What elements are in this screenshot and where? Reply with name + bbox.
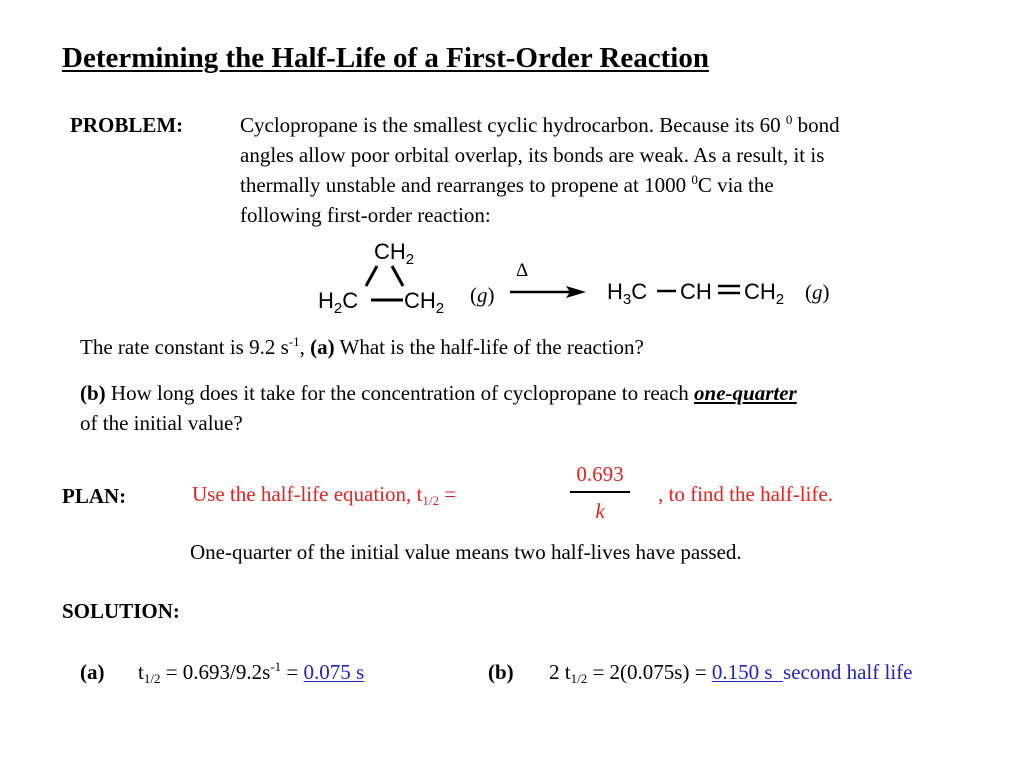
cyclopropane-left-h2c: $H_2C$ [318,288,359,317]
fraction-bar [570,491,630,493]
page-title: Determining the Half-Life of a First-Order Reaction [62,42,709,74]
problem-line-1a: Cyclopropane is the smallest cyclic hydrocarbon. Because its 60 [240,113,786,137]
ring-bond-left [366,266,377,286]
cyclopropane-right-ch2: $CH_2$ [404,288,445,317]
single-bond [654,288,680,298]
question-a: The rate constant is 9.2 $s^{-1}$, (a) What is the half-life of the reaction? [80,334,644,359]
problem-line-2: angles allow poor orbital overlap, its bonds are weak. As a result, it is [240,143,825,167]
problem-line-1b: bond [792,113,840,137]
reactant-state-gas: (g) [470,283,495,307]
degree-superscript: 0 [785,112,793,127]
problem-line-3a: thermally unstable and rearranges to propene at 1000 [240,173,692,197]
one-quarter-emphasis: one-quarter [694,381,797,405]
fraction-numerator: 0.693 [576,462,624,486]
propene-ch2: $CH_2$ [744,279,785,308]
problem-line-4: following first-order reaction: [240,203,491,227]
answer-a: 0.075 s [303,660,365,684]
problem-text [240,110,840,230]
solution-b-label: (b) [488,660,514,684]
plan-equation-tail: , to find the half-life. [658,482,833,506]
solution-b: 2 $t_{1/2} = 2(0.075s) = 0.150$ s second half life [549,660,913,686]
heat-delta: Δ [516,260,529,281]
propene-h3c: $H_3C$ [607,279,648,308]
plan-label: PLAN: [62,484,127,508]
propene-ch: CH [680,279,712,304]
reaction-arrow-icon [508,284,588,300]
question-b-line-1: (b) How long does it take for the concentration of cyclopropane to reach one-quarter [80,381,797,405]
question-b [80,378,797,438]
double-bond [716,282,742,298]
ring-bond-right [392,266,403,286]
problem-line-3b: C via the [697,173,774,197]
solution-label: SOLUTION: [62,599,180,623]
degree-superscript: 0 [691,172,698,187]
problem-line-3 [240,170,840,200]
solution-a: $t_{1/2} = 0.693/9.2s^{-1} = 0.075$ s [138,659,365,686]
fraction-denominator: k [595,499,605,523]
product-state-gas: (g) [805,280,830,304]
question-b-line-2: of the initial value? [80,411,243,435]
plan-equation-text: Use the half-life equation, $t_{1/2}$ = [192,482,457,508]
plan-line-2: One-quarter of the initial value means two half-lives have passed. [190,540,742,564]
problem-line-1 [240,110,840,140]
solution-a-label: (a) [80,660,105,684]
problem-label: PROBLEM: [70,113,184,137]
answer-b: 0.150 s [711,660,784,684]
answer-b-note: second half life [783,660,913,684]
cyclopropane-top-ch2: $CH_2$ [374,239,415,268]
